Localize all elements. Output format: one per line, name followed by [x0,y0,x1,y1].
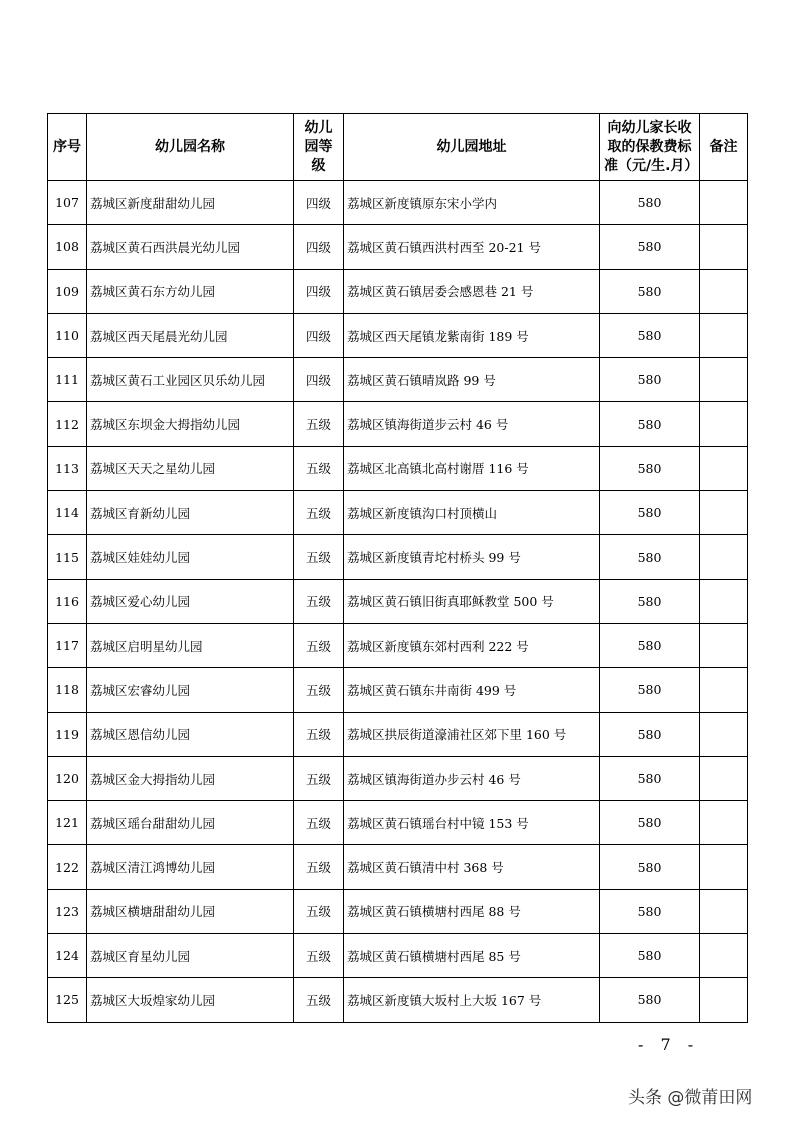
cell-name: 荔城区育新幼儿园 [87,491,294,535]
cell-name: 荔城区金大拇指幼儿园 [87,756,294,800]
cell-grade: 五级 [294,668,344,712]
cell-name: 荔城区新度甜甜幼儿园 [87,181,294,225]
cell-address: 荔城区新度镇沟口村顶横山 [344,491,600,535]
cell-address: 荔城区新度镇原东宋小学内 [344,181,600,225]
cell-note [700,978,748,1022]
table-body [48,181,748,1023]
cell-grade: 五级 [294,756,344,800]
cell-name: 荔城区黄石东方幼儿园 [87,269,294,313]
cell-address: 荔城区镇海街道办步云村 46 号 [344,756,600,800]
table-row [48,225,748,269]
cell-fee: 580 [600,889,700,933]
cell-no: 107 [48,181,87,225]
cell-grade: 五级 [294,845,344,889]
cell-name: 荔城区天天之星幼儿园 [87,446,294,490]
header-grade: 幼儿园等级 [294,114,344,181]
cell-fee: 580 [600,579,700,623]
cell-grade: 五级 [294,978,344,1022]
cell-grade: 五级 [294,889,344,933]
cell-name: 荔城区瑶台甜甜幼儿园 [87,801,294,845]
cell-name: 荔城区黄石工业园区贝乐幼儿园 [87,358,294,402]
table-row [48,889,748,933]
cell-address: 荔城区黄石镇瑶台村中镜 153 号 [344,801,600,845]
cell-no: 121 [48,801,87,845]
cell-fee: 580 [600,845,700,889]
cell-name: 荔城区横塘甜甜幼儿园 [87,889,294,933]
cell-grade: 五级 [294,801,344,845]
table-row [48,845,748,889]
cell-note [700,358,748,402]
cell-no: 112 [48,402,87,446]
cell-note [700,756,748,800]
cell-grade: 五级 [294,934,344,978]
cell-grade: 四级 [294,358,344,402]
table-row [48,313,748,357]
cell-address: 荔城区新度镇东郊村西利 222 号 [344,623,600,667]
cell-note [700,402,748,446]
cell-address: 荔城区黄石镇晴岚路 99 号 [344,358,600,402]
cell-grade: 五级 [294,402,344,446]
table-row [48,446,748,490]
kindergarten-fee-table-wrap [47,113,747,1023]
cell-note [700,845,748,889]
page-number: - 7 - [638,1035,700,1054]
cell-address: 荔城区西天尾镇龙紫南街 189 号 [344,313,600,357]
cell-no: 119 [48,712,87,756]
cell-no: 116 [48,579,87,623]
table-row [48,934,748,978]
cell-fee: 580 [600,269,700,313]
cell-name: 荔城区东坝金大拇指幼儿园 [87,402,294,446]
cell-address: 荔城区黄石镇居委会感恩巷 21 号 [344,269,600,313]
cell-name: 荔城区大坂煌家幼儿园 [87,978,294,1022]
kindergarten-fee-table [47,113,748,1023]
cell-note [700,181,748,225]
cell-fee: 580 [600,934,700,978]
cell-no: 113 [48,446,87,490]
cell-note [700,579,748,623]
cell-fee: 580 [600,446,700,490]
cell-address: 荔城区黄石镇横塘村西尾 88 号 [344,889,600,933]
table-row [48,756,748,800]
cell-name: 荔城区黄石西洪晨光幼儿园 [87,225,294,269]
cell-no: 108 [48,225,87,269]
watermark: 头条 @微莆田网 [628,1088,753,1108]
cell-address: 荔城区黄石镇横塘村西尾 85 号 [344,934,600,978]
cell-name: 荔城区娃娃幼儿园 [87,535,294,579]
table-row [48,712,748,756]
cell-name: 荔城区爱心幼儿园 [87,579,294,623]
cell-no: 115 [48,535,87,579]
table-row [48,579,748,623]
table-row [48,358,748,402]
cell-grade: 四级 [294,181,344,225]
cell-address: 荔城区黄石镇清中村 368 号 [344,845,600,889]
table-row [48,978,748,1022]
cell-grade: 四级 [294,269,344,313]
cell-grade: 五级 [294,491,344,535]
cell-fee: 580 [600,181,700,225]
cell-note [700,535,748,579]
cell-no: 120 [48,756,87,800]
cell-note [700,668,748,712]
table-row [48,491,748,535]
cell-no: 122 [48,845,87,889]
cell-grade: 五级 [294,446,344,490]
cell-name: 荔城区宏睿幼儿园 [87,668,294,712]
cell-fee: 580 [600,668,700,712]
cell-no: 124 [48,934,87,978]
cell-name: 荔城区西天尾晨光幼儿园 [87,313,294,357]
table-header-row [48,114,748,181]
cell-no: 123 [48,889,87,933]
cell-note [700,889,748,933]
cell-note [700,801,748,845]
cell-name: 荔城区育星幼儿园 [87,934,294,978]
table-row [48,402,748,446]
cell-fee: 580 [600,535,700,579]
cell-fee: 580 [600,712,700,756]
cell-grade: 四级 [294,313,344,357]
cell-no: 109 [48,269,87,313]
cell-note [700,313,748,357]
cell-fee: 580 [600,623,700,667]
cell-note [700,491,748,535]
cell-note [700,934,748,978]
cell-grade: 四级 [294,225,344,269]
cell-name: 荔城区启明星幼儿园 [87,623,294,667]
cell-address: 荔城区拱辰街道濠浦社区郊下里 160 号 [344,712,600,756]
cell-note [700,623,748,667]
cell-fee: 580 [600,225,700,269]
cell-note [700,269,748,313]
cell-note [700,225,748,269]
cell-name: 荔城区清江鸿博幼儿园 [87,845,294,889]
header-address: 幼儿园地址 [344,114,600,181]
cell-no: 117 [48,623,87,667]
cell-address: 荔城区北高镇北高村谢厝 116 号 [344,446,600,490]
cell-grade: 五级 [294,712,344,756]
cell-grade: 五级 [294,579,344,623]
header-note: 备注 [700,114,748,181]
cell-address: 荔城区新度镇青坨村桥头 99 号 [344,535,600,579]
table-row [48,181,748,225]
cell-address: 荔城区黄石镇东井南街 499 号 [344,668,600,712]
cell-note [700,446,748,490]
cell-address: 荔城区黄石镇西洪村西至 20-21 号 [344,225,600,269]
table-row [48,623,748,667]
table-row [48,535,748,579]
cell-grade: 五级 [294,623,344,667]
cell-fee: 580 [600,402,700,446]
cell-fee: 580 [600,801,700,845]
table-row [48,269,748,313]
header-name: 幼儿园名称 [87,114,294,181]
table-row [48,668,748,712]
cell-no: 110 [48,313,87,357]
cell-no: 111 [48,358,87,402]
cell-fee: 580 [600,491,700,535]
table-row [48,801,748,845]
cell-fee: 580 [600,358,700,402]
header-fee: 向幼儿家长收取的保教费标准（元/生.月） [600,114,700,181]
cell-no: 114 [48,491,87,535]
cell-address: 荔城区新度镇大坂村上大坂 167 号 [344,978,600,1022]
cell-fee: 580 [600,978,700,1022]
cell-address: 荔城区黄石镇旧街真耶稣教堂 500 号 [344,579,600,623]
cell-note [700,712,748,756]
cell-address: 荔城区镇海街道步云村 46 号 [344,402,600,446]
cell-no: 118 [48,668,87,712]
cell-fee: 580 [600,313,700,357]
cell-fee: 580 [600,756,700,800]
cell-name: 荔城区恩信幼儿园 [87,712,294,756]
cell-no: 125 [48,978,87,1022]
cell-grade: 五级 [294,535,344,579]
header-no: 序号 [48,114,87,181]
